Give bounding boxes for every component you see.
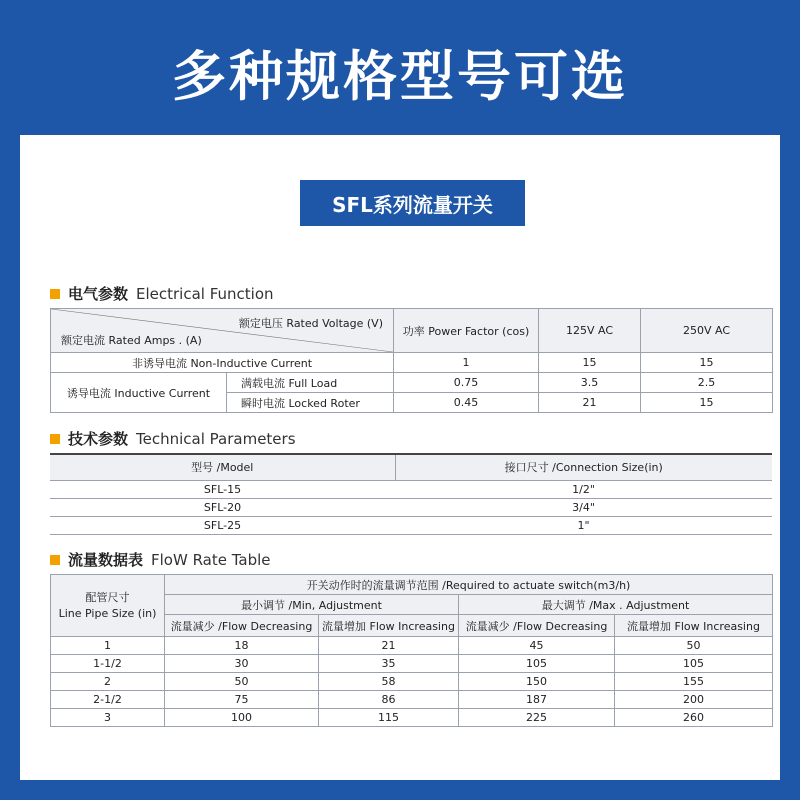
table-cell: 3.5 bbox=[539, 373, 641, 393]
rated-voltage-label: 额定电压 Rated Voltage (V) bbox=[238, 317, 383, 330]
max-adjustment-header: 最大调节 /Max . Adjustment bbox=[459, 595, 773, 615]
electrical-header-row bbox=[51, 309, 773, 353]
250v-header: 250V AC bbox=[641, 309, 773, 353]
orange-square-icon bbox=[50, 555, 60, 565]
table-cell: 115 bbox=[319, 709, 459, 727]
pipe-size-en: Line Pipe Size (in) bbox=[58, 606, 157, 620]
table-cell: 15 bbox=[641, 353, 773, 373]
flow-title-zh: 流量数据表 bbox=[68, 551, 144, 569]
max-increasing-header: 流量增加 Flow Increasing bbox=[615, 615, 773, 637]
model-cell: SFL-20 bbox=[50, 498, 395, 516]
table-cell: 1 bbox=[51, 637, 165, 655]
rated-amps-label: 额定电流 Rated Amps . (A) bbox=[61, 334, 202, 347]
table-row bbox=[51, 353, 773, 373]
table-cell: 200 bbox=[615, 691, 773, 709]
table-row bbox=[51, 709, 773, 727]
table-cell: 105 bbox=[615, 655, 773, 673]
table-cell: 3 bbox=[51, 709, 165, 727]
table-cell: 150 bbox=[459, 673, 615, 691]
table-cell: 1-1/2 bbox=[51, 655, 165, 673]
table-cell: 50 bbox=[615, 637, 773, 655]
table-cell: 100 bbox=[165, 709, 319, 727]
table-cell: 86 bbox=[319, 691, 459, 709]
full-load-label: 满载电流 Full Load bbox=[227, 373, 394, 393]
table-cell: 30 bbox=[165, 655, 319, 673]
power-factor-header: 功率 Power Factor (cos) bbox=[394, 309, 539, 353]
connection-size-header: 接口尺寸 /Connection Size(in) bbox=[395, 454, 772, 480]
orange-square-icon bbox=[50, 289, 60, 299]
locked-roter-label: 瞬时电流 Locked Roter bbox=[227, 393, 394, 413]
flow-title-en: FloW Rate Table bbox=[151, 550, 271, 569]
flow-rate-table bbox=[50, 574, 773, 727]
table-cell: 15 bbox=[641, 393, 773, 413]
table-cell: 45 bbox=[459, 637, 615, 655]
diagonal-header-cell bbox=[51, 309, 394, 353]
max-decreasing-header: 流量减少 /Flow Decreasing bbox=[459, 615, 615, 637]
model-cell: SFL-25 bbox=[50, 516, 395, 534]
table-cell: 105 bbox=[459, 655, 615, 673]
table-cell: 260 bbox=[615, 709, 773, 727]
table-cell: 2-1/2 bbox=[51, 691, 165, 709]
technical-title-zh: 技术参数 bbox=[68, 430, 129, 448]
flow-section-title bbox=[50, 549, 271, 570]
technical-header-row bbox=[50, 454, 772, 480]
table-cell: 75 bbox=[165, 691, 319, 709]
pipe-size-zh: 配管尺寸 bbox=[85, 590, 130, 604]
orange-square-icon bbox=[50, 434, 60, 444]
technical-table bbox=[50, 453, 772, 535]
electrical-section-title bbox=[50, 283, 274, 304]
range-header: 开关动作时的流量调节范围 /Required to actuate switch(m3/h) bbox=[165, 575, 773, 595]
table-cell: 225 bbox=[459, 709, 615, 727]
table-cell: 35 bbox=[319, 655, 459, 673]
electrical-title-en: Electrical Function bbox=[136, 284, 274, 303]
table-row bbox=[51, 691, 773, 709]
125v-header: 125V AC bbox=[539, 309, 641, 353]
table-cell: 21 bbox=[319, 637, 459, 655]
table-row bbox=[51, 373, 773, 393]
min-adjustment-header: 最小调节 /Min, Adjustment bbox=[165, 595, 459, 615]
model-header: 型号 /Model bbox=[50, 454, 395, 480]
technical-section-title bbox=[50, 428, 296, 449]
table-cell: 187 bbox=[459, 691, 615, 709]
model-cell: SFL-15 bbox=[50, 480, 395, 498]
table-cell: 21 bbox=[539, 393, 641, 413]
size-cell: 1" bbox=[395, 516, 772, 534]
electrical-table bbox=[50, 308, 773, 413]
table-row bbox=[51, 673, 773, 691]
product-series-badge: SFL系列流量开关 bbox=[300, 180, 525, 226]
table-cell: 15 bbox=[539, 353, 641, 373]
table-row bbox=[51, 637, 773, 655]
min-decreasing-header: 流量减少 /Flow Decreasing bbox=[165, 615, 319, 637]
table-cell: 2.5 bbox=[641, 373, 773, 393]
technical-title-en: Technical Parameters bbox=[136, 429, 296, 448]
non-inductive-label: 非诱导电流 Non-Inductive Current bbox=[51, 353, 394, 373]
table-cell: 18 bbox=[165, 637, 319, 655]
table-row bbox=[50, 498, 772, 516]
electrical-title-zh: 电气参数 bbox=[68, 285, 129, 303]
inductive-label: 诱导电流 Inductive Current bbox=[51, 373, 227, 413]
table-row bbox=[50, 480, 772, 498]
pipe-size-header bbox=[51, 575, 165, 637]
size-cell: 1/2" bbox=[395, 480, 772, 498]
flow-header-row-1 bbox=[51, 575, 773, 595]
size-cell: 3/4" bbox=[395, 498, 772, 516]
table-cell: 50 bbox=[165, 673, 319, 691]
table-row bbox=[50, 516, 772, 534]
table-cell: 58 bbox=[319, 673, 459, 691]
table-cell: 0.45 bbox=[394, 393, 539, 413]
min-increasing-header: 流量增加 Flow Increasing bbox=[319, 615, 459, 637]
spec-panel bbox=[20, 135, 780, 780]
table-cell: 1 bbox=[394, 353, 539, 373]
page-headline: 多种规格型号可选 bbox=[172, 45, 628, 108]
table-cell: 155 bbox=[615, 673, 773, 691]
table-row bbox=[51, 655, 773, 673]
table-cell: 0.75 bbox=[394, 373, 539, 393]
table-cell: 2 bbox=[51, 673, 165, 691]
